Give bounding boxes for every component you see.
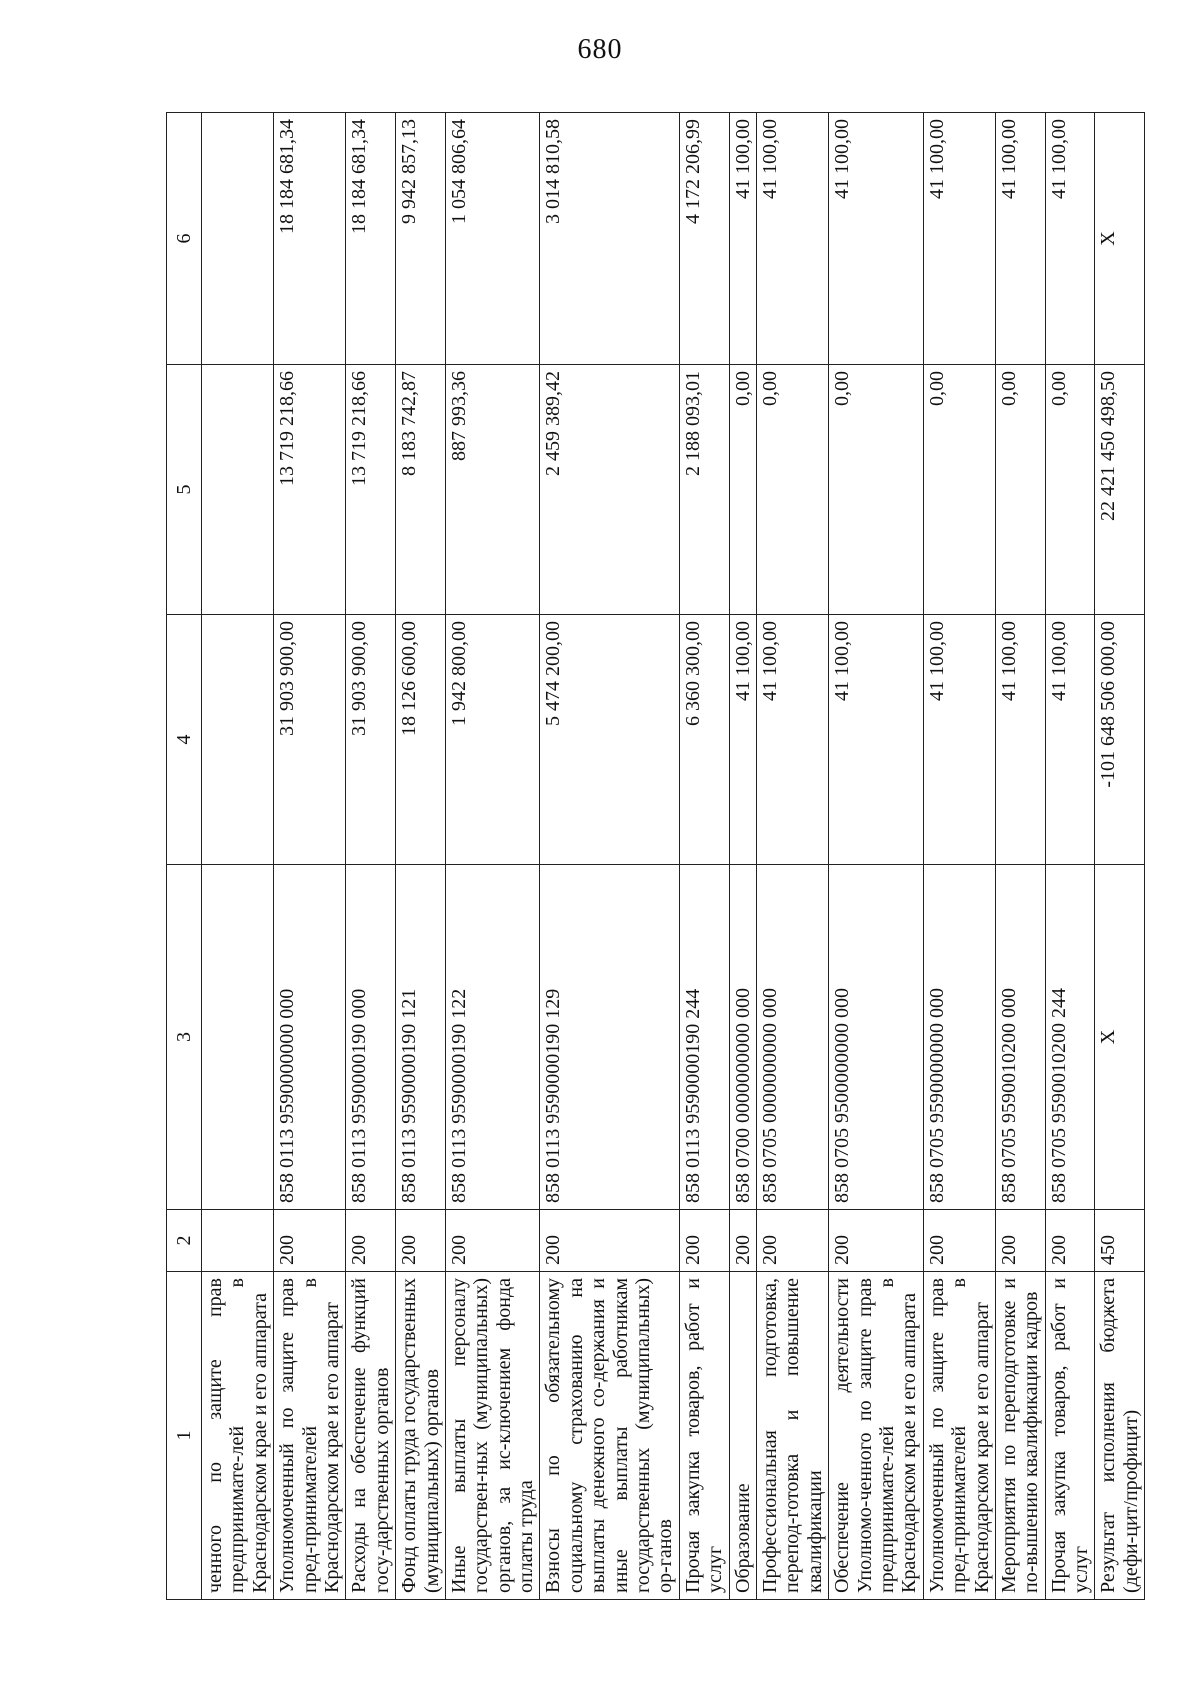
table-row (202, 113, 274, 1600)
table-row (679, 113, 729, 1600)
approved-amount-cell: 41 100,00 (729, 615, 756, 865)
budget-code-cell: 858 0113 9590000190 129 (540, 865, 679, 1210)
remaining-amount-cell: 4 172 206,99 (679, 113, 729, 365)
approved-amount-cell (202, 615, 274, 865)
row-name-cell: Прочая закупка товаров, работ и услуг (679, 1272, 729, 1600)
table-row (1045, 113, 1095, 1600)
line-code-cell: 200 (445, 1210, 540, 1272)
remaining-amount-cell: 41 100,00 (729, 113, 756, 365)
row-name-cell: Иные выплаты персоналу государствен-ных (муниципальных) органов, за ис-ключением фонда оплаты труда (445, 1272, 540, 1600)
budget-code-cell: 858 0705 9500000000 000 (829, 865, 924, 1210)
line-code-cell: 200 (729, 1210, 756, 1272)
line-code-cell: 450 (1095, 1210, 1145, 1272)
remaining-amount-cell: 1 054 806,64 (445, 113, 540, 365)
executed-amount-cell: 13 719 218,66 (274, 365, 346, 615)
line-code-cell: 200 (923, 1210, 995, 1272)
remaining-amount-cell: 41 100,00 (923, 113, 995, 365)
budget-code-cell: 858 0705 9590000000 000 (923, 865, 995, 1210)
column-header: 6 (167, 113, 202, 365)
line-code-cell: 200 (756, 1210, 828, 1272)
executed-amount-cell (202, 365, 274, 615)
executed-amount-cell: 887 993,36 (445, 365, 540, 615)
remaining-amount-cell: 41 100,00 (995, 113, 1045, 365)
line-code-cell: 200 (346, 1210, 396, 1272)
remaining-amount-cell: 9 942 857,13 (396, 113, 446, 365)
page-number: 680 (577, 34, 623, 65)
table-row (829, 113, 924, 1600)
executed-amount-cell: 0,00 (829, 365, 924, 615)
row-name-cell: Результат исполнения бюджета (дефи-цит/профицит) (1095, 1272, 1145, 1600)
row-name-cell: Образование (729, 1272, 756, 1600)
budget-code-cell: 858 0113 9590000000 000 (274, 865, 346, 1210)
remaining-amount-cell: 41 100,00 (756, 113, 828, 365)
column-header: 4 (167, 615, 202, 865)
executed-amount-cell: 0,00 (729, 365, 756, 615)
table-row (540, 113, 679, 1600)
budget-table-frame (166, 113, 1142, 1600)
column-header: 3 (167, 865, 202, 1210)
rotated-table-container (166, 113, 1142, 1600)
approved-amount-cell: 41 100,00 (1045, 615, 1095, 865)
row-name-cell: Уполномоченный по защите прав пред-принимателей в Краснодарском крае и его аппарат (274, 1272, 346, 1600)
remaining-amount-cell (202, 113, 274, 365)
row-name-cell: Расходы на обеспечение функций госу-дарственных органов (346, 1272, 396, 1600)
table-row (923, 113, 995, 1600)
budget-code-cell: 858 0113 9590000190 000 (346, 865, 396, 1210)
approved-amount-cell: -101 648 506 000,00 (1095, 615, 1145, 865)
row-name-cell: Обеспечение деятельности Уполномо-ченного по защите прав предпринимате-лей в Краснодарском крае и его аппарата (829, 1272, 924, 1600)
budget-execution-table (166, 112, 1145, 1600)
remaining-amount-cell: 18 184 681,34 (346, 113, 396, 365)
row-name-cell: ченного по защите прав предпринимате-лей в Краснодарском крае и его аппарата (202, 1272, 274, 1600)
budget-code-cell: 858 0705 9590010200 244 (1045, 865, 1095, 1210)
budget-code-cell: 858 0113 9590000190 121 (396, 865, 446, 1210)
table-row (729, 113, 756, 1600)
row-name-cell: Уполномоченный по защите прав пред-принимателей в Краснодарском крае и его аппарат (923, 1272, 995, 1600)
row-name-cell: Фонд оплаты труда государственных (муниципальных) органов (396, 1272, 446, 1600)
row-name-cell: Взносы по обязательному социальному страхованию на выплаты денежного со-держания и иные выплаты работникам государственных (муниципальных) ор-ганов (540, 1272, 679, 1600)
remaining-amount-cell: 18 184 681,34 (274, 113, 346, 365)
approved-amount-cell: 1 942 800,00 (445, 615, 540, 865)
table-row (396, 113, 446, 1600)
row-name-cell: Прочая закупка товаров, работ и услуг (1045, 1272, 1095, 1600)
executed-amount-cell: 22 421 450 498,50 (1095, 365, 1145, 615)
approved-amount-cell: 31 903 900,00 (346, 615, 396, 865)
line-code-cell: 200 (396, 1210, 446, 1272)
row-name-cell: Профессиональная подготовка, перепод-готовка и повышение квалификации (756, 1272, 828, 1600)
approved-amount-cell: 41 100,00 (829, 615, 924, 865)
remaining-amount-cell: 41 100,00 (829, 113, 924, 365)
approved-amount-cell: 41 100,00 (995, 615, 1045, 865)
line-code-cell: 200 (274, 1210, 346, 1272)
header-row (167, 113, 202, 1600)
executed-amount-cell: 0,00 (1045, 365, 1095, 615)
table-row (1095, 113, 1145, 1600)
table-row (445, 113, 540, 1600)
column-header: 2 (167, 1210, 202, 1272)
executed-amount-cell: 0,00 (995, 365, 1045, 615)
line-code-cell: 200 (995, 1210, 1045, 1272)
approved-amount-cell: 18 126 600,00 (396, 615, 446, 865)
line-code-cell: 200 (679, 1210, 729, 1272)
budget-code-cell: 858 0705 9590010200 000 (995, 865, 1045, 1210)
line-code-cell: 200 (540, 1210, 679, 1272)
table-row (346, 113, 396, 1600)
executed-amount-cell: 2 459 389,42 (540, 365, 679, 615)
executed-amount-cell: 8 183 742,87 (396, 365, 446, 615)
remaining-amount-cell: 41 100,00 (1045, 113, 1095, 365)
budget-code-cell: 858 0113 9590000190 122 (445, 865, 540, 1210)
approved-amount-cell: 31 903 900,00 (274, 615, 346, 865)
line-code-cell (202, 1210, 274, 1272)
row-name-cell: Мероприятия по переподготовке и по-вышению квалификации кадров (995, 1272, 1045, 1600)
approved-amount-cell: 6 360 300,00 (679, 615, 729, 865)
executed-amount-cell: 0,00 (756, 365, 828, 615)
remaining-amount-cell: X (1095, 113, 1145, 365)
executed-amount-cell: 0,00 (923, 365, 995, 615)
budget-code-cell: X (1095, 865, 1145, 1210)
approved-amount-cell: 41 100,00 (923, 615, 995, 865)
line-code-cell: 200 (1045, 1210, 1095, 1272)
line-code-cell: 200 (829, 1210, 924, 1272)
executed-amount-cell: 13 719 218,66 (346, 365, 396, 615)
budget-code-cell (202, 865, 274, 1210)
column-header: 1 (167, 1272, 202, 1600)
column-header: 5 (167, 365, 202, 615)
budget-code-cell: 858 0705 0000000000 000 (756, 865, 828, 1210)
executed-amount-cell: 2 188 093,01 (679, 365, 729, 615)
table-row (995, 113, 1045, 1600)
table-row (756, 113, 828, 1600)
approved-amount-cell: 5 474 200,00 (540, 615, 679, 865)
budget-code-cell: 858 0700 0000000000 000 (729, 865, 756, 1210)
approved-amount-cell: 41 100,00 (756, 615, 828, 865)
table-row (274, 113, 346, 1600)
budget-code-cell: 858 0113 9590000190 244 (679, 865, 729, 1210)
remaining-amount-cell: 3 014 810,58 (540, 113, 679, 365)
